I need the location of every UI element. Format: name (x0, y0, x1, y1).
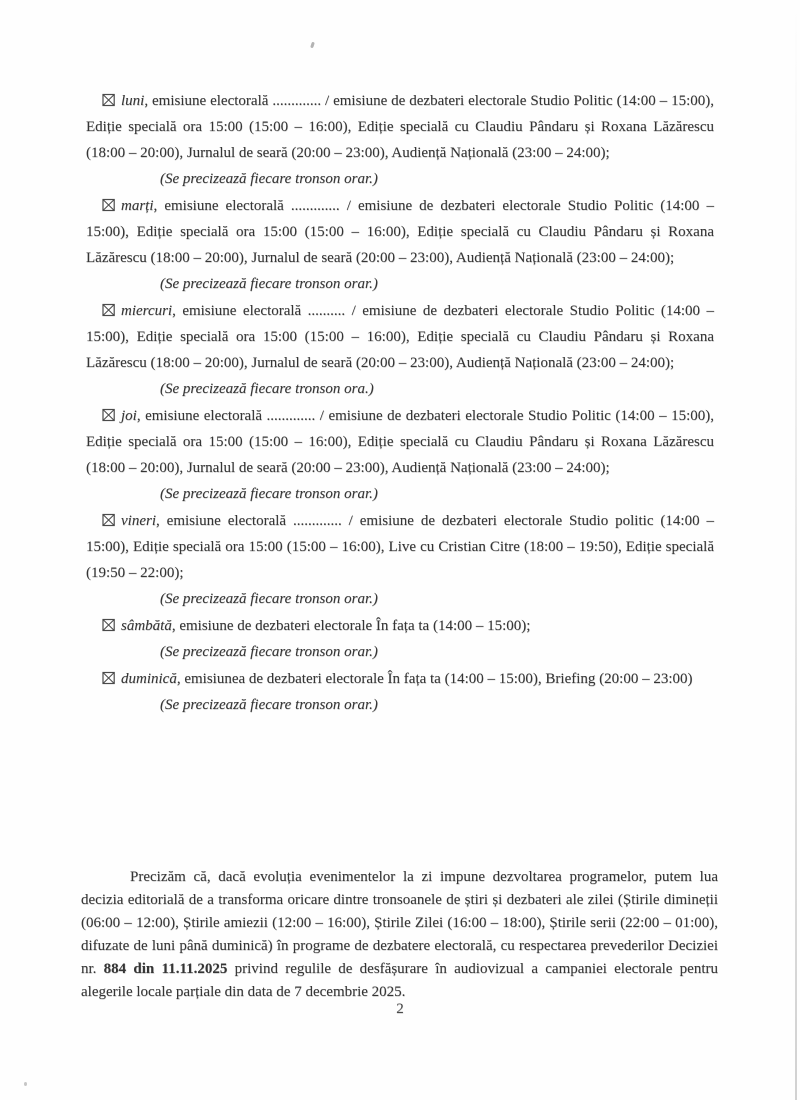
schedule-note: (Se precizează fiecare tronson orar.) (160, 644, 378, 660)
day-schedule-text: , emisiune electorală ............. / emisiune de dezbateri electorale Studio Politic (14:00 – 15:00), Ediție specială ora 15:00 (15:00 – 16:00), Ediție specială cu Claudiu Pândaru și Roxana Lăzărescu (18:00 – 20:00), Jurnalul de seară (20:00 – 23:00), Audiență Națională (23:00 – 24:00); (86, 198, 714, 266)
schedule-note: (Se precizează fiecare tronson orar.) (160, 697, 378, 713)
decision-reference: 884 din 11.11.2025 (103, 961, 228, 977)
day-name: sâmbătă (121, 618, 172, 634)
schedule-item (86, 508, 714, 612)
schedule-paragraph (86, 298, 714, 376)
checkbox-checked-icon (94, 298, 116, 324)
schedule-paragraph (86, 666, 714, 692)
closing-text-before: Precizăm că, dacă evoluția evenimentelor la zi impune dezvoltarea programelor, putem lua decizia editorială de a transforma oricare dintre tronsoanele de știri și dezbateri ale zilei (Știrile dimineții (06:00 – 12:00), Știrile amiezii (12:00 – 16:00), Știrile Zilei (16:00 – 18:00), Știrile serii (22:00 – 01:00), difuzate de luni până duminică) în programe de dezbatere electorală, cu respectarea prevederilor Deciziei nr. (81, 869, 718, 977)
checkbox-checked-icon (94, 403, 116, 429)
day-schedule-text: , emisiunea de dezbateri electorale În fața ta (14:00 – 15:00), Briefing (20:00 – 23:00) (176, 671, 693, 687)
day-schedule-text: , emisiune electorală .......... / emisiune de dezbateri electorale Studio Politic (14:00 – 15:00), Ediție specială ora 15:00 (15:00 – 16:00), Ediție specială cu Claudiu Pândaru și Roxana Lăzărescu (18:00 – 20:00), Jurnalul de seară (20:00 – 23:00), Audiență Națională (23:00 – 24:00); (86, 303, 714, 371)
schedule-item (86, 666, 714, 718)
day-name: marți (121, 198, 154, 214)
checkbox-checked-icon (94, 193, 116, 219)
schedule-paragraph (86, 193, 714, 271)
schedule-note: (Se precizează fiecare tronson orar.) (160, 591, 378, 607)
schedule-item (86, 403, 714, 507)
schedule-paragraph (86, 613, 714, 639)
schedule-note: (Se precizează fiecare tronson orar.) (160, 276, 378, 292)
checkbox-checked-icon (94, 508, 116, 534)
schedule-item (86, 298, 714, 402)
schedule-note: (Se precizează fiecare tronson orar.) (160, 171, 378, 187)
checkbox-checked-icon (94, 666, 116, 692)
schedule-item (86, 193, 714, 297)
schedule-note: (Se precizează fiecare tronson orar.) (160, 486, 378, 502)
day-schedule-text: , emisiune electorală ............. / emisiune de dezbateri electorale Studio politic (14:00 – 15:00), Ediție specială ora 15:00 (15:00 – 16:00), Live cu Cristian Citre (18:00 – 19:50), Ediție specială (19:50 – 22:00); (86, 513, 714, 581)
day-name: duminică (121, 671, 177, 687)
schedule-item (86, 613, 714, 665)
day-schedule-text: , emisiune electorală ............. / emisiune de dezbateri electorale Studio Politic (14:00 – 15:00), Ediție specială ora 15:00 (15:00 – 16:00), Ediție specială cu Claudiu Pândaru și Roxana Lăzărescu (18:00 – 20:00), Jurnalul de seară (20:00 – 23:00), Audiență Națională (23:00 – 24:00); (86, 408, 714, 476)
schedule-paragraph (86, 88, 714, 166)
day-schedule-text: , emisiune de dezbateri electorale În fața ta (14:00 – 15:00); (171, 618, 531, 634)
checkbox-checked-icon (94, 613, 116, 639)
day-name: luni (121, 93, 145, 109)
scan-edge-shadow (795, 0, 797, 1100)
schedule-paragraph (86, 403, 714, 481)
schedule-item (86, 88, 714, 192)
scan-artifact-speck (310, 42, 315, 49)
closing-paragraph (81, 866, 718, 1004)
scan-artifact-speck (24, 1082, 27, 1086)
day-name: joi (121, 408, 137, 424)
broadcast-schedule-list (86, 88, 714, 719)
page-number: 2 (396, 1001, 404, 1017)
schedule-note: (Se precizează fiecare tronson ora.) (160, 381, 374, 397)
checkbox-checked-icon (94, 88, 116, 114)
day-name: vineri (121, 513, 156, 529)
closing-text-after: privind regulile de desfășurare în audiovizual a campaniei electorale pentru alegerile locale parțiale din data de 7 decembrie 2025. (81, 961, 718, 1000)
day-name: miercuri (121, 303, 173, 319)
day-schedule-text: , emisiune electorală ............. / emisiune de dezbateri electorale Studio Politic (14:00 – 15:00), Ediție specială ora 15:00 (15:00 – 16:00), Ediție specială cu Claudiu Pândaru și Roxana Lăzărescu (18:00 – 20:00), Jurnalul de seară (20:00 – 23:00), Audiență Națională (23:00 – 24:00); (86, 93, 714, 161)
schedule-paragraph (86, 508, 714, 586)
